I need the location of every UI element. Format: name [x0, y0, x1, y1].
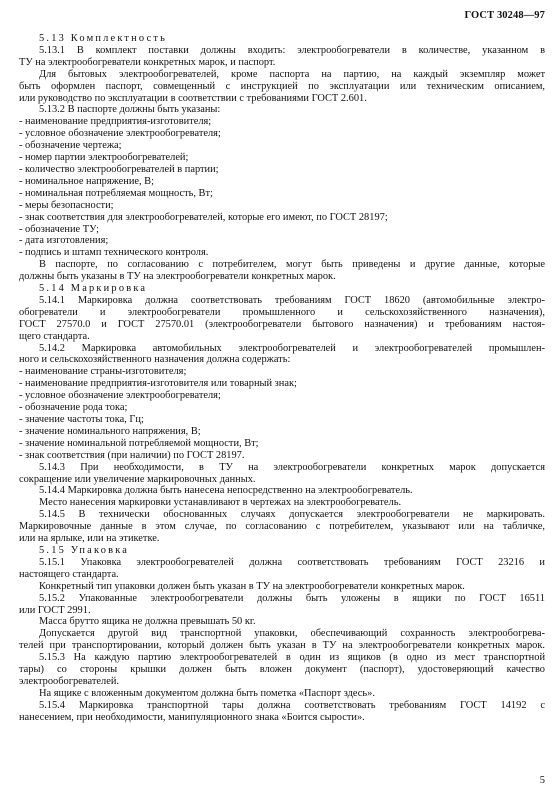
text-line: - значение номинального напряжения, В;	[19, 425, 201, 437]
text-line: - обозначение рода тока;	[19, 402, 128, 414]
text-line: 5.15.2 Упакованные электрообогреватели должны быть уложены в ящики по ГОСТ 16511	[39, 592, 545, 604]
text-line: тары) со стороны крышки должен быть вложен документ (паспорт), удостоверяющий качество	[19, 664, 545, 676]
standard-header: ГОСТ 30248—97	[464, 10, 545, 21]
document-body	[19, 33, 545, 724]
text-line: 5.14.5 В технически обоснованных случаях допускается электрообогреватели не маркировать.	[39, 509, 545, 521]
text-line: Масса брутто ящика не должна превышать 50 кг.	[39, 616, 256, 628]
text-line: щего стандарта.	[19, 330, 90, 342]
text-line: настоящего стандарта.	[19, 568, 119, 580]
text-line: - знак соответствия (при наличии) по ГОСТ 28197.	[19, 449, 245, 461]
text-line: или ГОСТ 2991.	[19, 604, 91, 616]
text-line: 5.14.3 При необходимости, в ТУ на электрообогреватели конкретных марок допускается	[39, 461, 545, 473]
text-line: - дата изготовления;	[19, 235, 109, 247]
text-line: ТУ на электрообогреватели конкретных марок, и паспорт.	[19, 56, 276, 68]
text-line: В паспорте, по согласованию с потребителем, могут быть приведены и другие данные, которые	[39, 259, 545, 271]
text-line: 5.13.2 В паспорте должны быть указаны:	[39, 104, 221, 116]
text-line: 5.15.4 Маркировка транспортной тары должна соответствовать требованиям ГОСТ 14192 с	[39, 699, 545, 711]
text-line: нанесением, при необходимости, манипуляционного знака «Боится сырости».	[19, 711, 365, 723]
text-line: - значение частоты тока, Гц;	[19, 414, 144, 425]
text-line: Для бытовых электрообогревателей, кроме паспорта на партию, на каждый экземпляр может	[39, 68, 545, 80]
text-line: обогреватели и электрообогреватели промышленного и сельскохозяйственного назначения),	[19, 306, 545, 318]
text-line: На ящике с вложенным документом должна быть пометка «Паспорт здесь».	[39, 687, 375, 699]
text-line: телей при транспортировании, который должен быть указан в ТУ на электрообогреватели конкретных марок.	[19, 640, 545, 652]
text-line: - номер партии электрообогревателей;	[19, 152, 189, 164]
text-line: - количество электрообогревателей в партии;	[19, 163, 219, 175]
text-line: ГОСТ 27570.0 и ГОСТ 27570.01 (электрообогреватели бытового назначения) и требованиям настоя-	[19, 318, 545, 330]
text-line: - наименование предприятия-изготовителя или товарный знак;	[19, 378, 297, 390]
text-line: 5.15 Упаковка	[39, 544, 130, 556]
text-line: 5.13 Комплектность	[39, 33, 168, 44]
text-line: 5.14.2 Маркировка автомобильных электрообогревателей и электрообогревателей промышлен-	[39, 342, 545, 354]
text-line: - номинальное напряжение, В;	[19, 175, 155, 187]
text-line: 5.13.1 В комплект поставки должны входить: электрообогреватели в количестве, указанном в	[39, 44, 545, 56]
text-line: - меры безопасности;	[19, 199, 114, 211]
document-page	[19, 0, 545, 808]
text-line: 5.14 Маркировка	[39, 283, 148, 295]
text-line: сокращение или увеличение маркировочных данных.	[19, 473, 256, 485]
text-line: Место нанесения маркировки устанавливают в чертежах на электрообогреватель.	[39, 497, 402, 509]
text-line: ного и сельскохозяйственного назначения должна содержать:	[19, 354, 291, 366]
page-number: 5	[539, 775, 545, 786]
text-line: или на ярлыке, или на этикетке.	[19, 533, 160, 545]
text-line: Допускается другой вид транспортной упаковки, обеспечивающий сохранность электрообогрева-	[39, 628, 545, 640]
text-line: 5.15.1 Упаковка электрообогревателей должна соответствовать требованиям ГОСТ 23216 и	[39, 556, 545, 568]
text-line: - обозначение чертежа;	[19, 140, 122, 152]
text-line: - наименование предприятия-изготовителя;	[19, 116, 212, 128]
text-line: - условное обозначение электрообогревателя;	[19, 390, 221, 402]
text-line: - условное обозначение электрообогревателя;	[19, 128, 221, 140]
text-line: 5.14.1 Маркировка должна соответствовать требованиям ГОСТ 18620 (автомобильные электро-	[39, 294, 545, 306]
text-line: или руководство по эксплуатации в соответствии с требованиями ГОСТ 2.601.	[19, 92, 367, 104]
text-line: - наименование страны-изготовителя;	[19, 366, 187, 378]
text-line: - подпись и штамп технического контроля.	[19, 247, 209, 259]
text-line: электрообогревателей.	[19, 675, 120, 687]
text-line: Конкретный тип упаковки должен быть указан в ТУ на электрообогреватели конкретных марок.	[39, 580, 465, 592]
text-line: - номинальная потребляемая мощность, Вт;	[19, 187, 213, 199]
text-line: - значение номинальной потребляемой мощности, Вт;	[19, 437, 259, 449]
text-line: 5.14.4 Маркировка должна быть нанесена непосредственно на электрообогреватель.	[39, 485, 413, 497]
text-line: 5.15.3 На каждую партию электрообогревателей в один из ящиков (в одно из мест транспортной	[39, 652, 545, 664]
text-line: - обозначение ТУ;	[19, 223, 99, 235]
text-line: должны быть указаны в ТУ на электрообогреватели конкретных марок.	[19, 271, 336, 283]
text-line: Маркировочные данные в этом случае, по согласованию с потребителем, указывают или на табличке,	[19, 521, 545, 533]
text-line: быть оформлен паспорт, совмещенный с инструкцией по эксплуатации или техническим описанием,	[19, 80, 545, 92]
text-line: - знак соответствия для электрообогревателей, которые его имеют, по ГОСТ 28197;	[19, 211, 388, 223]
